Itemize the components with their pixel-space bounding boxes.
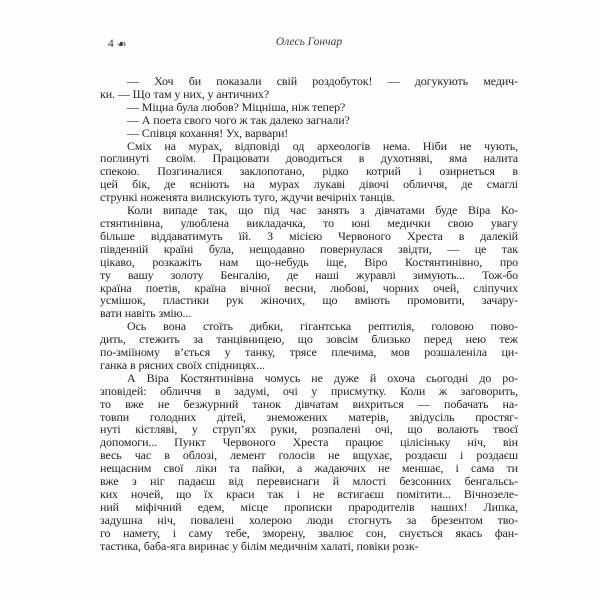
text-line: ки. — Що там у них, у античних? [100,86,270,101]
text-line: вати навіть змію... [100,306,192,321]
text-line: зповідей: обличчя в задумі, очі у присмутку. Коли ж заговорить, [100,383,518,398]
text-line: Сміх на мурах, відповіді од археологів нема. Ніби не чують, [127,138,518,153]
text-line: вже з ніг падаєш від перевиснаги й млості безсонних бенгальсь- [100,474,518,489]
text-line: країна поетів, країна вічної весни, любові, чорних очей, сліпучих [100,280,518,295]
text-line: задушна ніч, повалені холерою люди стогнуть за брезентом тво- [100,512,518,527]
text-line: нуті кістляві, у струп’ях руки, розпалені очі, що волають твоєї [100,422,518,437]
text-line: стрункі ноженята вилискують туго, ждучи вечірніх танців. [100,190,395,205]
text-line: ких ночей, що їх краси так і не встигаєш помітити... Вічнозеле- [100,487,518,501]
fleuron-icon: ❧ [116,37,127,51]
text-line: південній країні була, нещодавно повернулася звідти, — це так [100,241,518,256]
text-line: стянтинівна, улюблена викладачка, то юні медички свою увагу [100,215,518,230]
text-line: більше віддаватимуть їй. З місією Червоного Хреста в далекій [100,228,518,243]
text-line: спекою. Позгиналися заклопотано, рідко котрий і озирнеться в [100,164,518,179]
text-line: то вже не безжурний танок дівчатам вихриться — побачать на- [100,396,518,411]
text-line: — А поета свого чого ж так далеко загнали? [127,112,350,127]
text-line: нещасним свої ліки та пайки, а жадаючих не меншає, і сама ти [100,461,518,476]
text-line: дить, стежить за танцівницею, що зовсім близько перед нею теж [100,332,518,347]
page-number: 4 [108,38,115,50]
text-line: А Віра Костянтинівна чомусь не дуже й охоча сьогодні до ро- [127,370,518,385]
text-line: товпи голодних дітей, знеможених матерів, звідусіль простяг- [100,409,518,424]
text-line: по-зміїному в’ється у танку, трясе плечима, мов розшаленіла ци- [100,345,518,360]
text-line: — Співця кохання! Ух, варвари! [127,125,289,140]
text-line: тастика, баба-яга виринає у білім медичнім халаті, повіки розк- [100,538,419,553]
text-line: поглинуті своїм. Працювати доводиться в духотняві, яма налита [100,151,518,166]
page-text [100,75,518,553]
text-line: весь час в облозі, лемент голосів не вщухає, роздаєш і роздаєш [100,448,518,463]
text-line: цікаво, розкажіть нам що-небудь іще, Віро Костянтинівно, про [100,254,518,269]
page-number-block [108,36,127,51]
running-title: Олесь Гончар [275,36,343,48]
text-line: — Хоч би показали свій роздобуток! — догукують медич- [127,74,518,88]
text-line: ту вашу золоту Бенгалію, де наші журавлі зимують... Тож-бо [100,267,518,282]
text-line: — Міцна була любов? Міцніша, ніж тепер? [127,99,346,114]
text-line: усмішок, пластики рук жіночих, що вміють промовити, зачару- [100,293,518,308]
text-line: Коли випаде так, що під час занять з дівчатами буде Віра Ко- [127,203,518,218]
text-column [100,36,518,553]
text-line: ганка в рясних своїх спідницях... [100,357,265,372]
text-line: ний міфічний едем, місце прописки прародителів наших! Липка, [100,499,518,514]
page-header [100,36,518,52]
text-line: цей бік, де ясніють на мурах лукаві дівочі обличчя, де смаглі [100,177,518,192]
text-line: го намету, і саму тебе, зморену, звалює сон, снується якась фан- [100,525,518,540]
text-line: Ось вона стоїть дибки, гігантська рептилія, головою пово- [127,319,518,334]
text-line: допомоги... Пункт Червоного Хреста працює цілісіньку ніч, він [100,435,518,450]
